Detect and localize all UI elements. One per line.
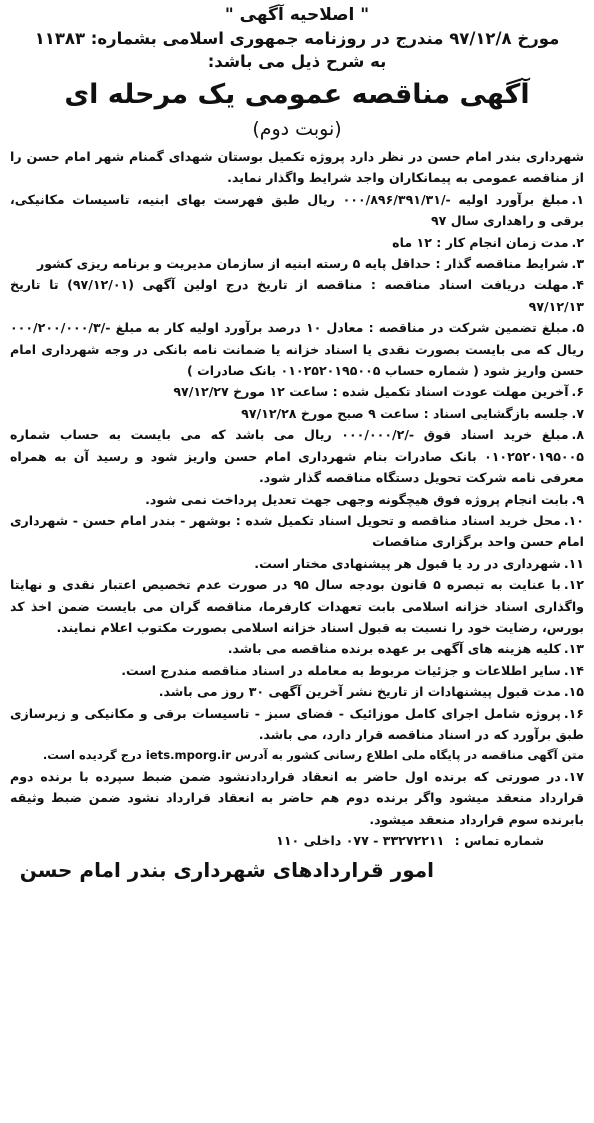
item-number: ۱۷. <box>563 768 584 784</box>
condition-item <box>10 703 584 746</box>
contact-extension: داخلی ۱۱۰ <box>276 833 342 849</box>
condition-item <box>10 681 584 702</box>
condition-item <box>10 317 584 381</box>
item-text: در صورتی که برنده اول حاضر به انعقاد قراردادنشود ضمن ضبط سپرده با برنده دوم قرارداد منعقد میشود واگر برنده دوم هم حاضر به انعقاد قرارداد نشود ضمن ضبط وثیقه بابرنده سوم قرارداد منعقد میشود. <box>10 768 584 827</box>
item-number: ۱۱. <box>563 555 584 571</box>
correction-reference: مورخ ۹۷/۱۲/۸ مندرج در روزنامه جمهوری اسلامی بشماره: ۱۱۳۸۳ <box>34 29 560 48</box>
item-text: آخرین مهلت عودت اسناد تکمیل شده : ساعت ۱۲ مورخ ۹۷/۱۲/۲۷ <box>173 384 569 400</box>
notice-intro: شهرداری بندر امام حسن در نظر دارد پروژه تکمیل بوستان شهدای گمنام شهر امام حسن را از مناقصه عمومی به پیمانکاران واجد شرایط واگذار نماید. <box>10 149 584 186</box>
condition-item <box>10 638 584 659</box>
item-number: ۸. <box>571 427 584 443</box>
item-text: بابت انجام پروژه فوق هیچگونه وجهی جهت تعدیل پرداخت نمی شود. <box>145 491 569 507</box>
item-text: مدت قبول پیشنهادات از تاریخ نشر آخرین آگهی ۳۰ روز می باشد. <box>158 684 561 700</box>
item-number: ۱۶. <box>563 705 584 721</box>
contact-phone: ۰۷۷ - ۳۳۲۷۲۲۱۱ <box>345 833 445 849</box>
item-text: با عنایت به تبصره ۵ قانون بودجه سال ۹۵ در صورت عدم تخصیص اعتبار نقدی و نهایتا واگذاری اسناد خزانه اسلامی بابت تعهدات کارفرما، مناقصه گران می بایست ضمن اخذ کد بورس، رضایت خود را نسبت به قبول اسناد خزانه اسلامی بصورت مکتوب اعلام نمایند. <box>10 577 584 635</box>
condition-item <box>10 232 584 253</box>
item-number: ۴. <box>571 277 584 293</box>
item-number: ۹. <box>571 491 584 507</box>
condition-item <box>10 403 584 424</box>
item-text: سایر اطلاعات و جزئیات مربوط به معامله در اسناد مناقصه مندرج است. <box>121 662 561 678</box>
condition-item <box>10 189 584 232</box>
item-number: ۵. <box>571 320 584 336</box>
condition-item <box>10 253 584 274</box>
condition-item <box>10 489 584 510</box>
notice-title: آگهی مناقصه عمومی یک مرحله ای <box>64 79 530 110</box>
condition-item <box>10 660 584 681</box>
condition-item <box>10 381 584 402</box>
item-number: ۳. <box>571 256 584 272</box>
item-number: ۱۵. <box>563 684 584 700</box>
issuer-signature: امور قراردادهای شهرداری بندر امام حسن <box>19 858 434 883</box>
item-text: محل خرید اسناد مناقصه و تحویل اسناد تکمیل شده : بوشهر - بندر امام حسن - شهرداری امام حسن واحد برگزاری مناقصات <box>10 512 584 550</box>
item-text: جلسه بازگشایی اسناد : ساعت ۹ صبح مورخ ۹۷/۱۲/۲۸ <box>241 405 569 421</box>
item-text: مبلغ خرید اسناد فوق -/۰۰۰/۰۰۰/۲ ریال می باشد که می بایست به حساب شماره ۰۱۰۲۵۲۰۱۹۵۰۰۵ بانک صادرات بنام شهرداری امام حسن واریز شود و رسید آن به همراه معرفی نامه شرکت تحویل دستگاه مناقصه گذار شود. <box>10 427 584 486</box>
condition-item <box>10 553 584 574</box>
correction-subline: به شرح ذیل می باشد: <box>207 52 387 71</box>
item-number: ۷. <box>571 405 584 421</box>
item-number: ۱۰. <box>563 512 584 528</box>
item-text: شرایط مناقصه گذار : حداقل پایه ۵ رسته ابنیه از سازمان مدیریت و برنامه ریزی کشور <box>36 256 569 272</box>
item-text: مبلغ تضمین شرکت در مناقصه : معادل ۱۰ درصد برآورد اولیه کار به مبلغ -/۰۰۰/۲۰۰/۰۰۰/۳ ریال که می بایست بصورت نقدی یا اسناد خزانه یا ضمانت نامه بانکی در وجه شهرداری امام حسن واریز شود ( شماره حساب ۰۱۰۲۵۲۰۱۹۵۰۰۵ بانک صادرات ) <box>10 320 584 379</box>
item-text: مبلغ برآورد اولیه -/۰۰۰/۸۹۶/۳۹۱/۳۱ ریال طبق فهرست بهای ابنیه، تاسیسات مکانیکی، برقی و راهداری سال ۹۷ <box>10 191 584 229</box>
item-number: ۲. <box>571 234 584 250</box>
item-text: شهرداری در رد یا قبول هر پیشنهادی مختار است. <box>254 555 561 571</box>
item-number: ۱. <box>571 191 584 207</box>
item-text: مهلت دریافت اسناد مناقصه : مناقصه از تاریخ درج اولین آگهی (۹۷/۱۲/۰۱) تا تاریخ ۹۷/۱۲/۱۳ <box>10 277 584 314</box>
correction-heading: " اصلاحیه آگهی " <box>224 5 370 25</box>
condition-item <box>10 424 584 488</box>
item-number: ۱۴. <box>563 662 584 678</box>
item-text: مدت زمان انجام کار : ۱۲ ماه <box>392 234 569 250</box>
item-number: ۱۲. <box>563 577 584 593</box>
item-text: پروژه شامل اجرای کامل موزائیک - فضای سبز - تاسیسات برقی و مکانیکی و زیرسازی طبق برآورد که در اسناد مناقصه قرار دارد، می باشد. <box>10 705 584 742</box>
contact-label: شماره تماس : <box>454 833 544 849</box>
contact-line <box>10 830 584 852</box>
item-number: ۶. <box>571 384 584 400</box>
notice-round: (نوبت دوم) <box>252 118 342 140</box>
condition-item <box>10 274 584 317</box>
publication-note: متن آگهی مناقصه در پایگاه ملی اطلاع رسانی کشور به آدرس iets.mporg.ir درج گردیده است. <box>42 748 584 763</box>
condition-item <box>10 766 584 830</box>
condition-item <box>10 510 584 553</box>
condition-item <box>10 574 584 638</box>
conditions-list <box>10 189 584 746</box>
item-number: ۱۳. <box>563 641 584 657</box>
item-text: کلیه هزینه های آگهی بر عهده برنده مناقصه می باشد. <box>227 641 561 657</box>
